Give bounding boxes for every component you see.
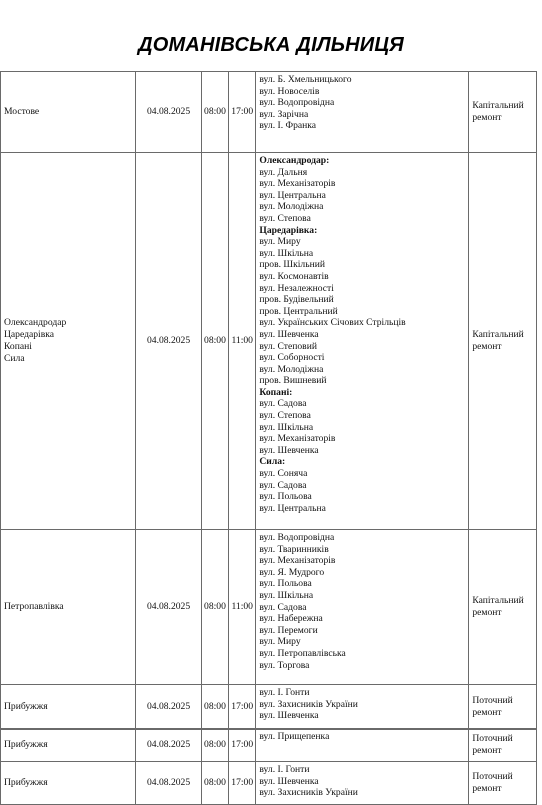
work-type-cell: Поточний ремонт: [469, 762, 537, 805]
start-time-cell: 08:00: [201, 72, 228, 153]
street-name: вул. Шкільна: [259, 421, 314, 433]
street-name: вул. Соборності: [259, 352, 325, 364]
streets-cell: [256, 72, 469, 153]
schedule-table: [0, 71, 537, 730]
end-time-cell: 17:00: [229, 729, 256, 762]
work-type-cell: Капітальний ремонт: [469, 153, 537, 530]
street-name: вул. Тваринників: [259, 543, 329, 555]
street-name: вул. Б. Хмельницького: [259, 74, 352, 85]
location-cell: [1, 685, 136, 730]
table-row: [1, 530, 537, 685]
table-row: [1, 729, 537, 762]
street-name: вул. Набережна: [259, 613, 323, 625]
street-name: вул. Зарічна: [259, 108, 309, 120]
date-cell: 04.08.2025: [136, 762, 202, 805]
street-name: вул. Польова: [259, 491, 312, 503]
street-name: пров. Шкільний: [259, 259, 325, 271]
location-name: Прибужжя: [4, 739, 48, 750]
street-name: вул. Торгова: [259, 659, 310, 671]
street-name: вул. Новоселів: [259, 85, 320, 97]
end-time-cell: 17:00: [229, 685, 256, 730]
work-type-cell: Поточний ремонт: [469, 685, 537, 730]
street-name: вул. І. Франка: [259, 120, 317, 132]
date-cell: 04.08.2025: [136, 685, 202, 730]
street-name: вул. Перемоги: [259, 624, 318, 636]
street-name: вул. І. Гонти: [259, 764, 310, 775]
street-name: вул. Садова: [259, 398, 307, 410]
street-name: вул. Соняча: [259, 468, 308, 480]
work-type-cell: Капітальний ремонт: [469, 530, 537, 685]
street-name: вул. Центральна: [259, 502, 326, 514]
table-row: [1, 153, 537, 530]
table-row: [1, 685, 537, 730]
street-name: вул. Степовий: [259, 340, 317, 352]
street-name: вул. Миру: [259, 236, 301, 248]
street-name: вул. Водопровідна: [259, 532, 335, 543]
location-name: Сила: [4, 353, 25, 364]
page-title: ДОМАНІВСЬКА ДІЛЬНИЦЯ: [138, 34, 404, 56]
location-cell: [1, 72, 136, 153]
street-name: вул. Механізаторів: [259, 433, 336, 445]
location-name: Прибужжя: [4, 777, 48, 788]
street-name: вул. Польова: [259, 578, 312, 590]
start-time-cell: 08:00: [201, 729, 228, 762]
street-name: вул. Молодіжна: [259, 201, 324, 213]
street-name: вул. Миру: [259, 636, 301, 648]
work-type-cell: Капітальний ремонт: [469, 72, 537, 153]
street-name: вул. Шевченка: [259, 710, 319, 722]
end-time-cell: 17:00: [229, 72, 256, 153]
streets-cell: [256, 153, 469, 530]
location-cell: [1, 762, 136, 805]
streets-cell: [256, 762, 469, 805]
village-heading: Сила:: [259, 456, 286, 468]
location-name: Мостове: [4, 106, 40, 117]
street-name: вул. Українських Січових Стрільців: [259, 317, 406, 329]
street-name: вул. Механізаторів: [259, 178, 336, 190]
village-heading: Царедарівка:: [259, 224, 318, 236]
street-name: вул. Прищепенка: [259, 731, 330, 742]
table-row: [1, 762, 537, 805]
street-name: вул. Шевченка: [259, 444, 319, 456]
street-name: вул. Садова: [259, 479, 307, 491]
village-heading: Копані:: [259, 386, 293, 398]
start-time-cell: 08:00: [201, 762, 228, 805]
street-name: вул. Космонавтів: [259, 270, 329, 282]
street-name: вул. Дальня: [259, 166, 308, 178]
street-name: вул. Центральна: [259, 189, 326, 201]
street-name: вул. Незалежності: [259, 282, 334, 294]
location-cell: [1, 153, 136, 530]
end-time-cell: 11:00: [229, 153, 256, 530]
street-name: пров. Вишневий: [259, 375, 327, 387]
start-time-cell: 08:00: [201, 685, 228, 730]
village-heading: Олександродар:: [259, 155, 330, 166]
location-cell: [1, 530, 136, 685]
street-name: вул. Садова: [259, 601, 307, 613]
location-name: Прибужжя: [4, 701, 48, 712]
location-name: Царедарівка: [4, 329, 55, 340]
street-name: вул. Степова: [259, 212, 311, 224]
schedule-table-continued: [0, 728, 537, 805]
streets-cell: [256, 685, 469, 730]
end-time-cell: 11:00: [229, 530, 256, 685]
street-name: вул. І. Гонти: [259, 687, 310, 698]
location-name: Копані: [4, 341, 32, 352]
start-time-cell: 08:00: [201, 153, 228, 530]
location-cell: [1, 729, 136, 762]
street-name: вул. Шевченка: [259, 328, 319, 340]
streets-cell: [256, 530, 469, 685]
table-row: [1, 72, 537, 153]
location-name: Олександродар: [4, 317, 67, 328]
date-cell: 04.08.2025: [136, 72, 202, 153]
streets-cell: [256, 729, 469, 762]
street-name: вул. Захисників України: [259, 698, 358, 710]
street-name: пров. Центральний: [259, 305, 338, 317]
date-cell: 04.08.2025: [136, 530, 202, 685]
date-cell: 04.08.2025: [136, 153, 202, 530]
street-name: вул. Я. Мудрого: [259, 566, 325, 578]
street-name: пров. Будівельний: [259, 294, 334, 306]
date-cell: 04.08.2025: [136, 729, 202, 762]
street-name: вул. Шкільна: [259, 589, 314, 601]
end-time-cell: 17:00: [229, 762, 256, 805]
street-name: вул. Механізаторів: [259, 555, 336, 567]
work-type-cell: Поточний ремонт: [469, 729, 537, 762]
street-name: вул. Захисників України: [259, 787, 358, 799]
street-name: вул. Шкільна: [259, 247, 314, 259]
location-name: Петропавлівка: [4, 601, 64, 612]
street-name: вул. Водопровідна: [259, 97, 335, 109]
street-name: вул. Степова: [259, 410, 311, 422]
street-name: вул. Петропавлівська: [259, 647, 346, 659]
street-name: вул. Молодіжна: [259, 363, 324, 375]
street-name: вул. Шевченка: [259, 775, 319, 787]
start-time-cell: 08:00: [201, 530, 228, 685]
